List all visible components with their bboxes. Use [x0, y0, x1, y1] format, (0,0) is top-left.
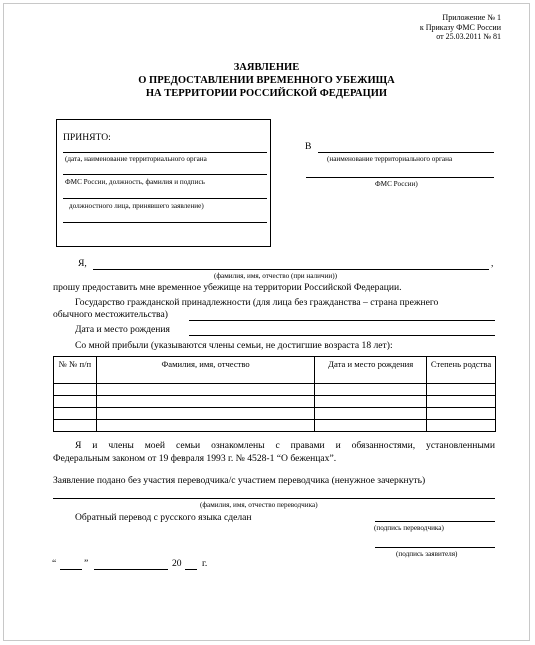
- appendix-note: [420, 13, 501, 42]
- table-cell[interactable]: [315, 420, 427, 432]
- citizenship-line[interactable]: [189, 320, 495, 321]
- addressee-hint-1: (наименование территориального органа: [327, 155, 453, 163]
- date-close-quote: ”: [84, 558, 89, 569]
- table-cell[interactable]: [96, 384, 314, 396]
- accepted-hint-2: ФМС России, должность, фамилия и подпись: [65, 178, 205, 186]
- family-label: Со мной прибыли (указываются члены семьи, не достигшие возраста 18 лет):: [75, 340, 393, 351]
- acknowledge-line-2: Федеральным законом от 19 февраля 1993 г. № 4528-1 “О беженцах”.: [53, 453, 337, 464]
- table-row: [54, 396, 496, 408]
- accepted-hint-1: (дата, наименование территориального органа: [65, 155, 207, 163]
- form-title-line-2: О ПРЕДОСТАВЛЕНИИ ВРЕМЕННОГО УБЕЖИЩА: [138, 75, 395, 86]
- accepted-hint-3: должностного лица, принявшего заявление): [69, 202, 204, 210]
- date-day-line[interactable]: [60, 569, 82, 570]
- family-table-header: [54, 357, 496, 384]
- date-year-suffix: г.: [202, 558, 208, 569]
- addressee-prefix: В: [305, 141, 312, 152]
- accepted-line-2[interactable]: [63, 174, 267, 175]
- addressee-line-1[interactable]: [318, 152, 494, 153]
- addressee-line-2[interactable]: [306, 177, 494, 178]
- table-cell[interactable]: [54, 384, 97, 396]
- table-row: [54, 420, 496, 432]
- applicant-name-hint: (фамилия, имя, отчество (при наличии)): [214, 272, 338, 280]
- acknowledge-line-1: Я и члены моей семьи ознакомлены с правами и обязанностями, установленными: [75, 440, 495, 451]
- form-title-line-3: НА ТЕРРИТОРИИ РОССИЙСКОЙ ФЕДЕРАЦИИ: [145, 88, 388, 99]
- addressee-hint-2: ФМС России): [375, 180, 418, 188]
- birth-label: Дата и место рождения: [75, 324, 170, 335]
- col-name-header: Фамилия, имя, отчество: [96, 357, 314, 384]
- accepted-line-4[interactable]: [63, 222, 267, 223]
- applicant-request: прошу предоставить мне временное убежище на территории Российской Федерации.: [53, 282, 402, 293]
- date-month-line[interactable]: [94, 569, 168, 570]
- date-year-prefix: 20: [172, 558, 182, 569]
- table-cell[interactable]: [427, 408, 496, 420]
- table-cell[interactable]: [315, 408, 427, 420]
- applicant-name-line[interactable]: [93, 269, 489, 270]
- date-year-line[interactable]: [185, 569, 197, 570]
- date-open-quote: “: [52, 558, 57, 569]
- application-form-page: [3, 3, 530, 641]
- translator-name-line[interactable]: [53, 498, 495, 499]
- translator-name-hint: (фамилия, имя, отчество переводчика): [200, 501, 318, 509]
- table-cell[interactable]: [96, 408, 314, 420]
- accepted-line-1[interactable]: [63, 152, 267, 153]
- applicant-signature-line[interactable]: [375, 547, 495, 548]
- applicant-signature-hint: (подпись заявителя): [396, 550, 458, 558]
- table-row: [54, 408, 496, 420]
- accepted-line-3[interactable]: [63, 198, 267, 199]
- back-translation-label: Обратный перевод с русского языка сделан: [75, 512, 252, 523]
- form-title-line-1: ЗАЯВЛЕНИЕ: [233, 62, 300, 73]
- table-cell[interactable]: [96, 396, 314, 408]
- applicant-suffix: ,: [491, 258, 494, 269]
- applicant-prefix: Я,: [78, 258, 87, 269]
- translator-signature-line[interactable]: [375, 521, 495, 522]
- appendix-line-3: от 25.03.2011 № 81: [436, 32, 501, 41]
- table-cell[interactable]: [96, 420, 314, 432]
- translator-participation: Заявление подано без участия переводчика/с участием переводчика (ненужное зачеркнуть): [53, 475, 426, 486]
- col-relation-header: Степень родства: [427, 357, 496, 384]
- table-cell[interactable]: [54, 396, 97, 408]
- appendix-line-1: Приложение № 1: [442, 13, 501, 22]
- col-number-header: № № п/п: [54, 357, 97, 384]
- birth-line[interactable]: [189, 335, 495, 336]
- citizenship-line-2: обычного местожительства): [53, 309, 168, 320]
- table-cell[interactable]: [54, 408, 97, 420]
- table-cell[interactable]: [427, 420, 496, 432]
- col-birth-header: Дата и место рождения: [315, 357, 427, 384]
- citizenship-line-1: Государство гражданской принадлежности (для лица без гражданства – страна прежнего: [75, 297, 439, 308]
- family-table: [53, 356, 496, 432]
- table-cell[interactable]: [315, 384, 427, 396]
- table-row: [54, 384, 496, 396]
- table-cell[interactable]: [54, 420, 97, 432]
- table-cell[interactable]: [427, 384, 496, 396]
- translator-signature-hint: (подпись переводчика): [374, 524, 444, 532]
- accepted-label: ПРИНЯТО:: [63, 132, 111, 143]
- table-cell[interactable]: [315, 396, 427, 408]
- accepted-stamp-box: [56, 119, 271, 247]
- table-cell[interactable]: [427, 396, 496, 408]
- appendix-line-2: к Приказу ФМС России: [419, 22, 501, 32]
